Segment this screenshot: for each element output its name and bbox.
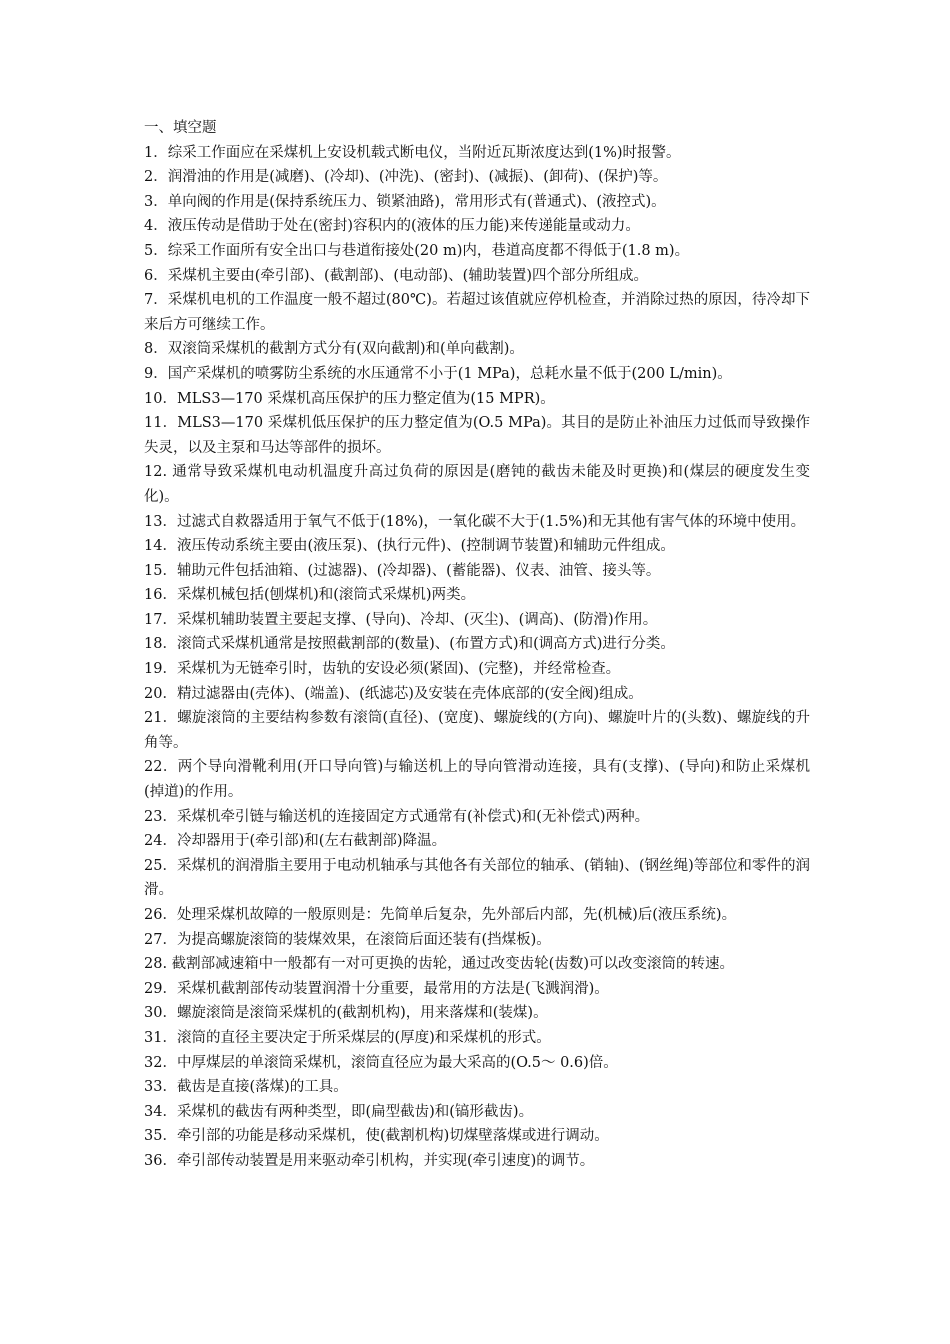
list-item: 24．冷却器用于(牵引部)和(左右截割部)降温。	[144, 833, 447, 850]
list-item: 1．综采工作面应在采煤机上安设机载式断电仪，当附近瓦斯浓度达到(1%)时报警。	[144, 144, 681, 161]
list-item: 8．双滚筒采煤机的截割方式分有(双向截割)和(单向截割)。	[144, 341, 524, 358]
list-item: 14．液压传动系统主要由(液压泵)、(执行元件)、(控制调节装置)和辅助元件组成。	[144, 538, 675, 555]
list-item: 12. 通常导致采煤机电动机温度升高过负荷的原因是(磨钝的截齿未能及时更换)和(煤层的硬度发生变化)。	[144, 464, 810, 505]
list-item: 13．过滤式自救器适用于氧气不低于(18%)，一氧化碳不大于(1.5%)和无其他有害气体的环境中使用。	[144, 513, 806, 530]
list-item: 28. 截割部减速箱中一般都有一对可更换的齿轮，通过改变齿轮(齿数)可以改变滚筒的转速。	[144, 956, 734, 973]
list-item: 11．MLS3—170 采煤机低压保护的压力整定值为(O.5 MPa)。其目的是防止补油压力过低而导致操作失灵，以及主泵和马达等部件的损坏。	[144, 415, 810, 456]
list-item: 3．单向阀的作用是(保持系统压力、锁紧油路)，常用形式有(普通式)、(液控式)。	[144, 193, 666, 210]
list-item: 22．两个导向滑靴利用(开口导向管)与输送机上的导向管滑动连接，具有(支撑)、(导向)和防止采煤机(掉道)的作用。	[144, 759, 810, 801]
list-item: 35．牵引部的功能是移动采煤机，使(截割机构)切煤壁落煤或进行调动。	[144, 1128, 609, 1145]
list-item: 27．为提高螺旋滚筒的装煤效果，在滚筒后面还装有(挡煤板)。	[144, 931, 551, 948]
list-item: 9．国产采煤机的喷雾防尘系统的水压通常不小于(1 MPa)，总耗水量不低于(200 L/min)。	[144, 365, 732, 382]
list-item: 5．综采工作面所有安全出口与巷道衔接处(20 m)内，巷道高度都不得低于(1.8 m)。	[144, 242, 690, 259]
list-item: 18．滚筒式采煤机通常是按照截割部的(数量)、(布置方式)和(调高方式)进行分类。	[144, 636, 675, 653]
list-item: 23．采煤机牵引链与输送机的连接固定方式通常有(补偿式)和(无补偿式)两种。	[144, 808, 650, 825]
list-item: 32．中厚煤层的单滚筒采煤机，滚筒直径应为最大采高的(O.5～ 0.6)倍。	[144, 1054, 618, 1071]
list-item: 7．采煤机电机的工作温度一般不超过(80℃)。若超过该值就应停机检查，并消除过热的原因，待冷却下来后方可继续工作。	[144, 292, 810, 333]
list-item: 31．滚筒的直径主要决定于所采煤层的(厚度)和采煤机的形式。	[144, 1029, 551, 1046]
list-item: 30．螺旋滚筒是滚筒采煤机的(截割机构)，用来落煤和(装煤)。	[144, 1005, 548, 1022]
list-item: 21．螺旋滚筒的主要结构参数有滚筒(直径)、(宽度)、螺旋线的(方向)、螺旋叶片的(头数)、螺旋线的升角等。	[144, 710, 810, 751]
list-item: 16．采煤机械包括(刨煤机)和(滚筒式采煤机)两类。	[144, 587, 476, 604]
list-item: 33．截齿是直接(落煤)的工具。	[144, 1079, 348, 1096]
list-item: 6．采煤机主要由(牵引部)、(截割部)、(电动部)、(辅助装置)四个部分所组成。	[144, 267, 648, 284]
list-item: 17．采煤机辅助装置主要起支撑、(导向)、冷却、(灭尘)、(调高)、(防滑)作用。	[144, 611, 658, 628]
document-content	[144, 116, 810, 1174]
list-item: 26．处理采煤机故障的一般原则是：先简单后复杂，先外部后内部，先(机械)后(液压系统)。	[144, 907, 737, 923]
list-item: 36．牵引部传动装置是用来驱动牵引机构，并实现(牵引速度)的调节。	[144, 1152, 595, 1169]
list-item: 10．MLS3—170 采煤机高压保护的压力整定值为(15 MPR)。	[144, 390, 555, 407]
section-heading: 一、填空题	[144, 120, 217, 136]
list-item: 15．辅助元件包括油箱、(过滤器)、(冷却器)、(蓄能器)、仪表、油管、接头等。	[144, 562, 661, 579]
list-item: 29．采煤机截割部传动装置润滑十分重要，最常用的方法是(飞溅润滑)。	[144, 980, 609, 997]
list-item: 2．润滑油的作用是(减磨)、(冷却)、(冲洗)、(密封)、(减振)、(卸荷)、(保护)等。	[144, 169, 668, 186]
list-item: 20．精过滤器由(壳体)、(端盖)、(纸滤芯)及安装在壳体底部的(安全阀)组成。	[144, 685, 643, 702]
list-item: 25．采煤机的润滑脂主要用于电动机轴承与其他各有关部位的轴承、(销轴)、(钢丝绳)等部位和零件的润滑。	[144, 857, 810, 899]
list-item: 4．液压传动是借助于处在(密封)容积内的(液体的压力能)来传递能量或动力。	[144, 218, 640, 235]
list-item: 19．采煤机为无链牵引时，齿轨的安设必须(紧固)、(完整)，并经常检查。	[144, 661, 621, 678]
list-item: 34．采煤机的截齿有两种类型，即(扁型截齿)和(镐形截齿)。	[144, 1103, 534, 1120]
